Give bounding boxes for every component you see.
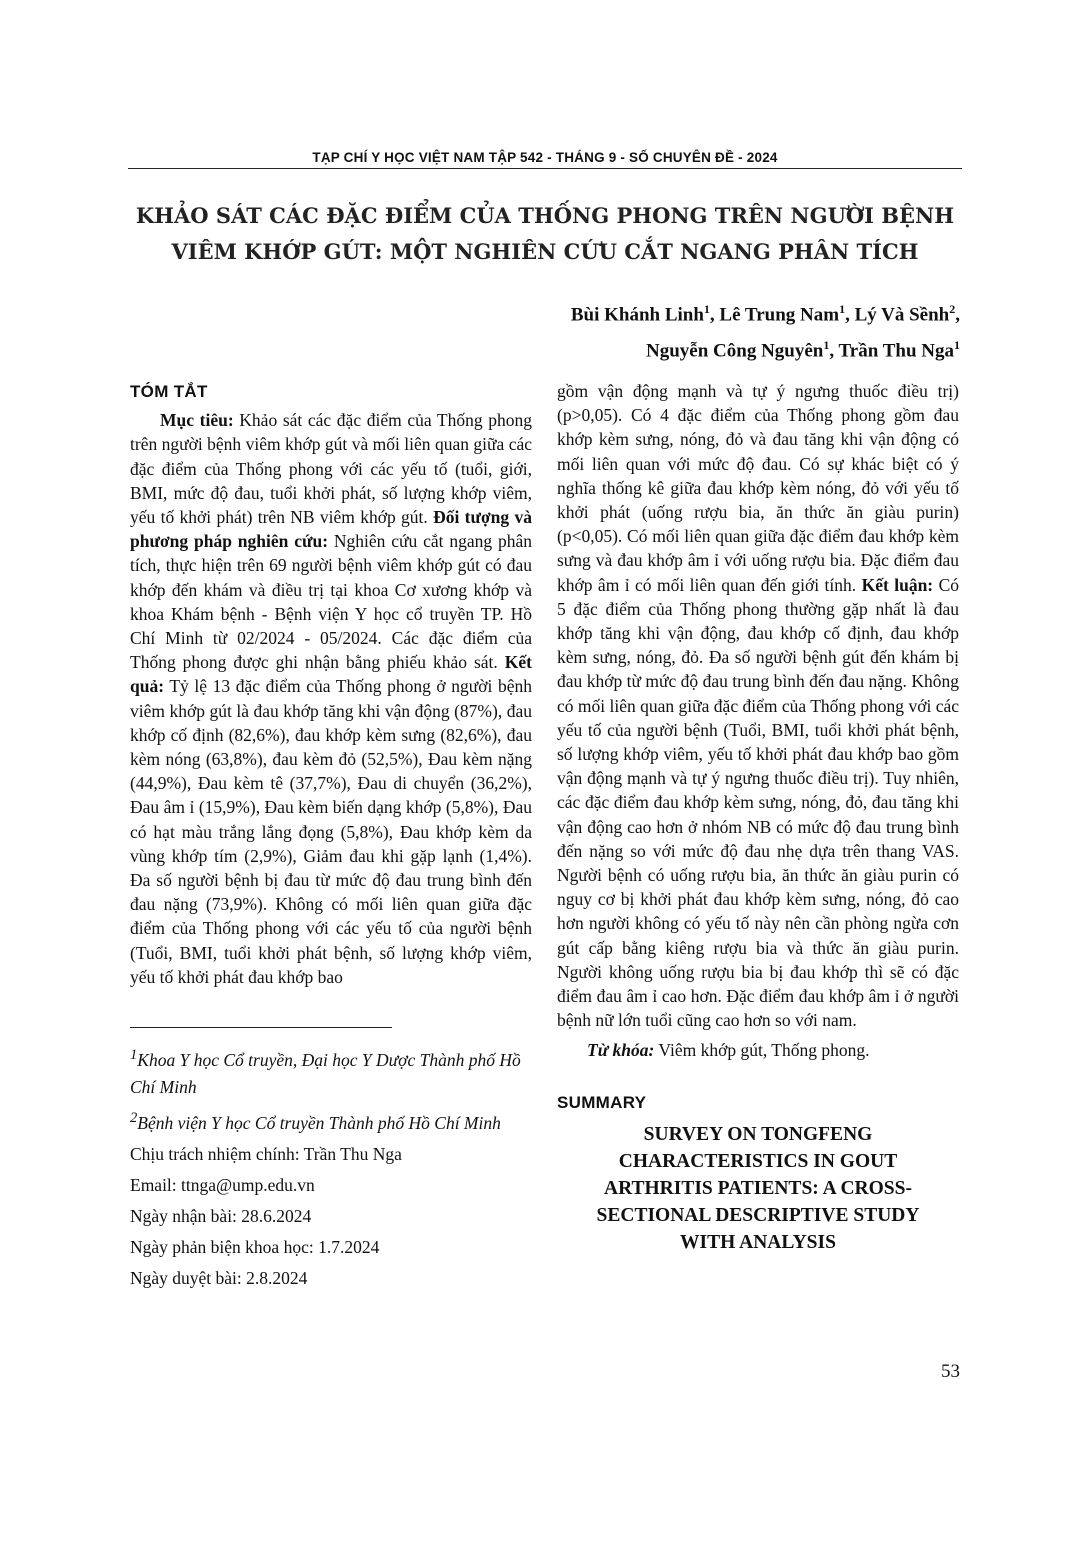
results-text-left: Tỷ lệ 13 đặc điểm của Thống phong ở người bệnh viêm khớp gút là đau khớp tăng khi vận động (87%), đau khớp cố định (82,6%), đau khớp kèm sưng (82,6%), đau kèm nóng (63,8%), đau kèm đỏ (52,5%), Đau kèm nặng (44,9%), Đau kèm tê (37,7%), Đau di chuyển (36,2%), Đau âm ỉ (15,9%), Đau kèm biến dạng khớp (5,8%), Đau có hạt màu trắng lắng đọng (5,8%), Đau khớp kèm da vùng khớp tím (2,9%), Giảm đau khi gặp lạnh (1,4%). Đa số người bệnh bị đau từ mức độ đau trung bình đến đau nặng (73,9%). Không có mối liên quan giữa đặc điểm của Thống phong với các yếu tố của người bệnh (Tuổi, BMI, tuổi khởi phát bệnh, số lượng khớp viêm, yếu tố khởi phát đau khớp bao (130, 676, 532, 987)
author-affiliation-mark: 1 (839, 302, 846, 316)
running-head: TẠP CHÍ Y HỌC VIỆT NAM TẬP 542 - THÁNG 9 - SỐ CHUYÊN ĐỀ - 2024 (312, 150, 778, 165)
corresponding-author: Chịu trách nhiệm chính: Trần Thu Nga (130, 1143, 402, 1164)
corresponding-email: Email: ttnga@ump.edu.vn (130, 1174, 315, 1195)
keywords (557, 1038, 959, 1062)
page-number: 53 (941, 1361, 960, 1382)
author-affiliation-mark: 1 (703, 302, 710, 316)
header-rule (128, 168, 962, 169)
affiliation-1-number: 1 (130, 1047, 138, 1064)
left-column (130, 380, 532, 1296)
article-title (128, 198, 962, 270)
keywords-text: Viêm khớp gút, Thống phong. (654, 1040, 870, 1061)
affiliation-2 (130, 1105, 532, 1137)
affiliation-2-number: 2 (130, 1109, 138, 1126)
right-column (557, 379, 959, 1256)
author-affiliation-mark: 2 (949, 302, 956, 316)
conclusion-label: Kết luận: (861, 574, 934, 595)
abstract-continuation (557, 379, 959, 1032)
conclusion-text: Có 5 đặc điểm của Thống phong thường gặp nhất là đau khớp tăng khi vận động, đau khớp cố định, đau khớp kèm sưng, nóng, đỏ. Đa số người bệnh gút đến khám bị đau khớp từ mức độ đau trung bình đến đau nặng. Không có mối liên quan giữa đặc điểm của Thống phong với các yếu tố của người bệnh (Tuổi, BMI, tuổi khởi phát bệnh, số lượng khớp viêm, yếu tố khởi phát đau khớp bao gồm vận động mạnh và tự ý ngưng thuốc điều trị). Tuy nhiên, các đặc điểm đau khớp kèm sưng, nóng, đỏ, đau tăng khi vận động cao hơn ở nhóm NB có mức độ đau trung bình đến nặng so với mức độ đau nhẹ dựa trên thang VAS. Người bệnh có uống rượu bia, ăn thức ăn giàu purin có nguy cơ bị khởi phát đau khớp kèm sưng, nóng, đỏ cao hơn người không có yếu tố này nên cần phòng ngừa cơn gút cấp bằng kiêng rượu bia và thức ăn giàu purin. Người không uống rượu bia bị đau khớp thì sẽ có đặc điểm đau âm ỉ cao hơn. Đặc điểm đau khớp âm ỉ ở người bệnh nữ lớn tuổi cũng cao hơn so với nam. (557, 574, 959, 1031)
results-text-right: gồm vận động mạnh và tự ý ngưng thuốc điều trị) (p>0,05). Có 4 đặc điểm của Thống phong gồm đau khớp kèm sưng, nóng, đỏ và đau tăng khi vận động có mối liên quan với mức độ đau. Có sự khác biệt có ý nghĩa thống kê giữa đau khớp kèm nóng, đỏ với yếu tố khởi phát (uống rượu bia, ăn thức ăn giàu purin) (p<0,05). Có mối liên quan giữa đặc điểm đau khớp kèm sưng và đau khớp âm ỉ với uống rượu bia. Đặc điểm đau khớp âm ỉ có mối liên quan đến giới tính. (557, 381, 959, 595)
english-title-line: SURVEY ON TONGFENG (643, 1123, 873, 1145)
english-title-line: CHARACTERISTICS IN GOUT (618, 1150, 898, 1172)
objective-text: Khảo sát các đặc điểm của Thống phong trên người bệnh viêm khớp gút và mối liên quan giữa các đặc điểm của Thống phong với các yếu tố (tuổi, giới, BMI, mức độ đau, tuổi khởi phát, số lượng khớp viêm, yếu tố khởi phát) trên NB viêm khớp gút. (130, 410, 532, 528)
footnote-rule (130, 1027, 392, 1028)
objective-label: Mục tiêu: (160, 410, 234, 431)
date-received: Ngày nhận bài: 28.6.2024 (130, 1205, 312, 1226)
author-affiliation-mark: 1 (823, 338, 830, 353)
methods-label: Đối tượng và phương pháp nghiên cứu: (130, 507, 532, 552)
title-line-1: KHẢO SÁT CÁC ĐẶC ĐIỂM CỦA THỐNG PHONG TRÊN NGƯỜI BỆNH (135, 203, 955, 228)
affiliation-1 (130, 1042, 532, 1101)
summary-heading: SUMMARY (557, 1092, 647, 1112)
author-list (571, 294, 960, 367)
abstract-paragraph (130, 408, 532, 989)
author-affiliation-mark: 1 (954, 338, 960, 353)
author-name: Lê Trung Nam (719, 304, 840, 326)
author-name: Trần Thu Nga (838, 340, 954, 362)
results-label: Kết quả: (130, 652, 532, 697)
english-title-line: SECTIONAL DESCRIPTIVE STUDY (596, 1204, 920, 1226)
author-name: Bùi Khánh Linh (570, 304, 704, 326)
author-name: Nguyễn Công Nguyên (646, 340, 824, 362)
keywords-label: Từ khóa: (587, 1040, 655, 1061)
author-name: Lý Và Sềnh (854, 304, 950, 326)
author-line-2: Nguyễn Công Nguyên$^1$, Trần Thu Nga$^1$ (646, 338, 960, 362)
date-accepted: Ngày duyệt bài: 2.8.2024 (130, 1267, 308, 1288)
affiliation-2-text: Bệnh viện Y học Cổ truyền Thành phố Hồ Chí Minh (137, 1112, 501, 1133)
abstract-heading: TÓM TẮT (130, 382, 208, 401)
english-title-line: ARTHRITIS PATIENTS: A CROSS- (604, 1177, 912, 1199)
english-title-line: WITH ANALYSIS (680, 1231, 836, 1253)
author-line-1: Bùi Khánh Linh$^1$, Lê Trung Nam$^1$, Lý Và Sềnh$^2$, (570, 302, 960, 326)
date-reviewed: Ngày phản biện khoa học: 1.7.2024 (130, 1236, 380, 1257)
methods-text: Nghiên cứu cắt ngang phân tích, thực hiện trên 69 người bệnh viêm khớp gút có đau khớp đến khám và điều trị tại khoa Cơ xương khớp và khoa Khám bệnh - Bệnh viện Y học cổ truyền TP. Hồ Chí Minh từ 02/2024 - 05/2024. Các đặc điểm của Thống phong được ghi nhận bằng phiếu khảo sát. (130, 531, 532, 673)
affiliation-1-text: Khoa Y học Cổ truyền, Đại học Y Dược Thành phố Hồ Chí Minh (130, 1049, 521, 1097)
english-title (557, 1121, 959, 1256)
title-line-2: VIÊM KHỚP GÚT: MỘT NGHIÊN CỨU CẮT NGANG PHÂN TÍCH (171, 239, 919, 264)
